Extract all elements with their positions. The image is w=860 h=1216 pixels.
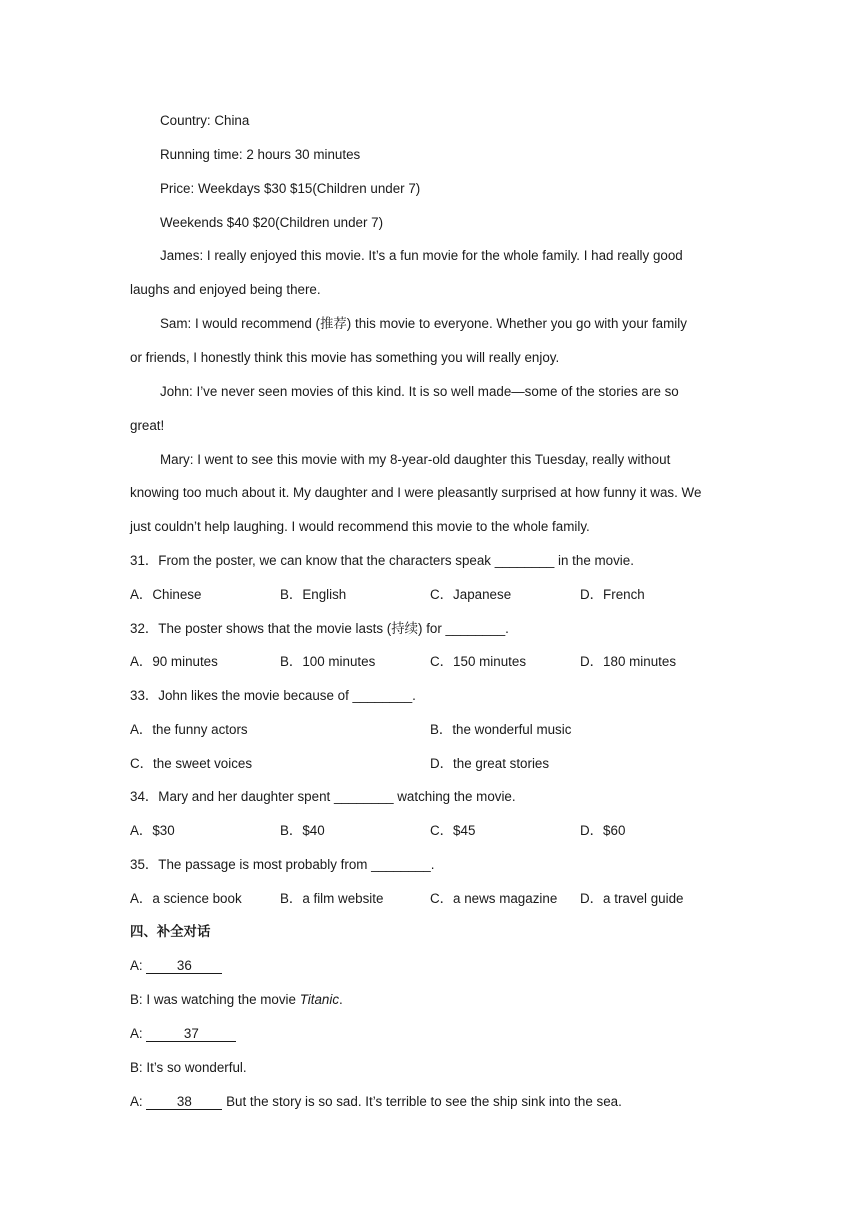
question-32-stem-b: ) for ________. [418, 621, 509, 636]
question-32-stem [130, 620, 509, 639]
question-35-option-c: C．a news magazine [430, 891, 558, 906]
question-33-option-d: D．the great stories [430, 756, 550, 771]
movie-title: Titanic [299, 992, 340, 1007]
dialogue-line-b1 [130, 991, 343, 1009]
question-31-option-a: A．Chinese [130, 587, 202, 602]
dialogue-speaker: B: [130, 1060, 147, 1075]
review-sam-cjk: 推荐 [320, 317, 347, 332]
dialogue-text-end: . [339, 992, 343, 1007]
answer-blank-37[interactable]: 37 [146, 1026, 236, 1042]
question-32-option-b: B．100 minutes [280, 654, 376, 669]
question-33-stem: 33．John likes the movie because of ________. [130, 688, 416, 703]
review-john-line1: John: I’ve never seen movies of this kind. It is so well made—some of the stories are so [160, 384, 679, 399]
review-mary-line2: knowing too much about it. My daughter and I were pleasantly surprised at how funny it was. We [130, 485, 702, 500]
dialogue-text: But the story is so sad. It’s terrible to see the ship sink into the sea. [222, 1094, 622, 1109]
review-john-line2: great! [130, 418, 165, 433]
question-32-option-a: A．90 minutes [130, 654, 218, 669]
question-32-option-d: D．180 minutes [580, 654, 677, 669]
dialogue-speaker: A: [130, 1026, 147, 1041]
question-34-option-b: B．$40 [280, 823, 325, 838]
review-sam-text-a: Sam: I would recommend ( [160, 316, 321, 331]
dialogue-speaker: A: [130, 1094, 147, 1109]
review-mary-line3: just couldn’t help laughing. I would recommend this movie to the whole family. [130, 519, 590, 534]
question-32-stem-a: 32．The poster shows that the movie lasts ( [130, 621, 392, 636]
question-31-option-c: C．Japanese [430, 587, 512, 602]
question-31-stem: 31．From the poster, we can know that the characters speak ________ in the movie. [130, 553, 634, 568]
dialogue-text: I was watching the movie [146, 992, 300, 1007]
info-country: Country: China [160, 113, 250, 128]
dialogue-line-b2 [130, 1059, 247, 1077]
question-34-option-a: A．$30 [130, 823, 175, 838]
section-heading: 四、补全对话 [130, 925, 211, 940]
question-33-option-a: A．the funny actors [130, 722, 248, 737]
question-31-option-d: D．French [580, 587, 645, 602]
answer-blank-36[interactable]: 36 [146, 958, 222, 974]
review-james-line2: laughs and enjoyed being there. [130, 282, 321, 297]
question-35-stem: 35．The passage is most probably from ________. [130, 857, 435, 872]
dialogue-speaker: A: [130, 958, 147, 973]
info-price-weekends: Weekends $40 $20(Children under 7) [160, 215, 384, 230]
question-34-stem: 34．Mary and her daughter spent ________ watching the movie. [130, 789, 516, 804]
question-34-option-d: D．$60 [580, 823, 626, 838]
dialogue-line-37 [130, 1025, 236, 1043]
dialogue-text: It’s so wonderful. [146, 1060, 247, 1075]
question-34-option-c: C．$45 [430, 823, 476, 838]
dialogue-line-38 [130, 1093, 622, 1111]
review-mary-line1: Mary: I went to see this movie with my 8-year-old daughter this Tuesday, really without [160, 452, 671, 467]
dialogue-line-36 [130, 957, 222, 975]
question-32-option-c: C．150 minutes [430, 654, 527, 669]
dialogue-speaker: B: [130, 992, 147, 1007]
info-running-time: Running time: 2 hours 30 minutes [160, 147, 361, 162]
question-33-option-c: C．the sweet voices [130, 756, 253, 771]
question-32-stem-cjk: 持续 [391, 622, 419, 637]
question-35-option-b: B．a film website [280, 891, 384, 906]
review-sam-text-b: ) this movie to everyone. Whether you go with your family [346, 316, 687, 331]
question-33-option-b: B．the wonderful music [430, 722, 572, 737]
question-35-option-a: A．a science book [130, 891, 242, 906]
question-31-option-b: B．English [280, 587, 347, 602]
review-james-line1: James: I really enjoyed this movie. It’s a fun movie for the whole family. I had really good [160, 248, 683, 263]
answer-blank-38[interactable]: 38 [146, 1094, 222, 1110]
question-35-option-d: D．a travel guide [580, 891, 684, 906]
review-sam-line2: or friends, I honestly think this movie has something you will really enjoy. [130, 350, 560, 365]
review-sam-line1 [160, 315, 687, 334]
info-price-weekdays: Price: Weekdays $30 $15(Children under 7) [160, 181, 421, 196]
